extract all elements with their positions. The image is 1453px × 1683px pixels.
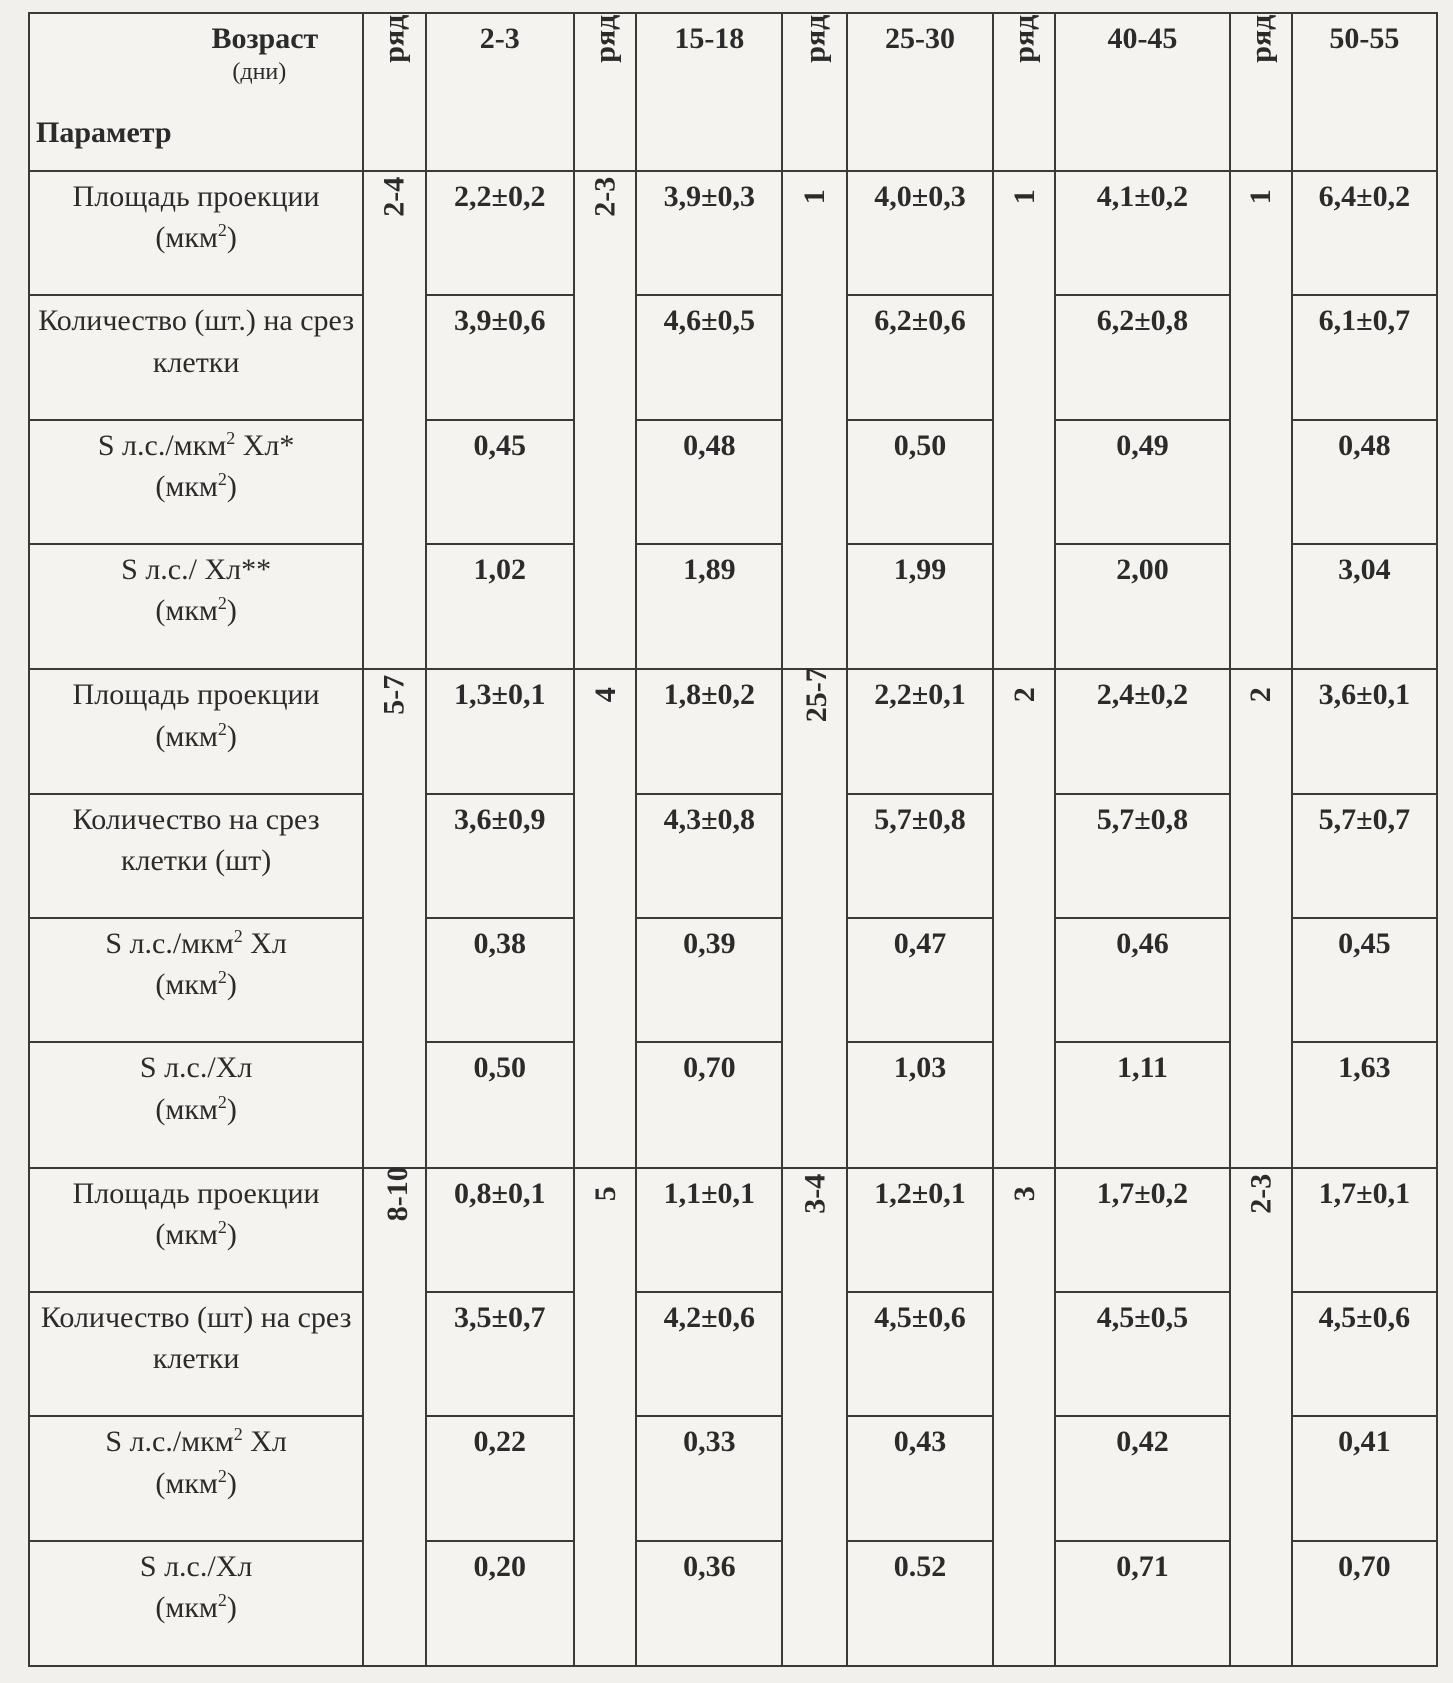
parameter-unit-sup: 2 — [217, 469, 227, 490]
value-cell: 4,5±0,6 — [1292, 1292, 1437, 1416]
parameter-unit-sup: 2 — [217, 718, 227, 739]
age-header-1: 15-18 — [636, 13, 782, 171]
parameter-name: S л.с./Хл — [139, 1549, 253, 1583]
parameter-unit-suffix: ) — [226, 1466, 237, 1500]
value-cell: 1,7±0,1 — [1292, 1168, 1437, 1292]
parameter-unit-suffix: ) — [226, 221, 237, 255]
ryad-label: ряд — [377, 14, 411, 63]
parameter-unit — [155, 221, 237, 254]
row-range-cell — [782, 1168, 846, 1666]
row-range-label: 3-4 — [797, 1173, 831, 1214]
value-cell: 0,48 — [636, 420, 782, 544]
value-cell: 1,99 — [847, 544, 993, 669]
value-cell: 3,9±0,3 — [636, 171, 782, 295]
parameter-unit-prefix: (мкм — [155, 1218, 218, 1252]
age-header-2: 25-30 — [847, 13, 993, 171]
age-label: Возраст — [211, 22, 319, 55]
value-cell: 1,89 — [636, 544, 782, 669]
value-cell: 1,2±0,1 — [847, 1168, 993, 1292]
parameter-unit — [155, 594, 237, 627]
row-range-cell — [574, 1168, 636, 1666]
value-cell: 0,46 — [1055, 918, 1229, 1042]
value-cell: 0,70 — [636, 1042, 782, 1167]
table-row — [29, 295, 1437, 419]
row-range-label: 2-3 — [1243, 1173, 1277, 1214]
parameter-cell — [29, 171, 363, 295]
row-range-cell — [993, 669, 1055, 1167]
value-cell: 0,48 — [1292, 420, 1437, 544]
row-range-label: 5-7 — [377, 675, 411, 716]
row-range-cell — [574, 171, 636, 669]
age-header-0: 2-3 — [426, 13, 574, 171]
row-range-label: 2-4 — [377, 176, 411, 217]
row-range-cell — [574, 669, 636, 1167]
parameter-unit-suffix: ) — [226, 1590, 237, 1624]
parameter-name: Количество на срез клетки (шт) — [72, 802, 320, 878]
value-cell: 2,2±0,2 — [426, 171, 574, 295]
value-cell: 0,50 — [847, 420, 993, 544]
row-range-label: 5 — [588, 1185, 622, 1201]
value-cell: 3,5±0,7 — [426, 1292, 574, 1416]
parameter-name-suffix: Хл* — [235, 428, 295, 462]
value-cell: 0,42 — [1055, 1416, 1229, 1540]
value-cell: 6,2±0,6 — [847, 295, 993, 419]
parameter-unit-suffix: ) — [226, 1218, 237, 1252]
parameter-unit — [155, 470, 237, 503]
value-cell: 3,9±0,6 — [426, 295, 574, 419]
row-range-cell — [782, 171, 846, 669]
parameter-name: Площадь проекции — [72, 1176, 320, 1210]
table-row — [29, 544, 1437, 669]
row-range-cell — [993, 1168, 1055, 1666]
value-cell: 0,70 — [1292, 1541, 1437, 1666]
parameter-cell — [29, 918, 363, 1042]
value-cell: 0,36 — [636, 1541, 782, 1666]
parameter-name-prefix: S л.с./мкм — [105, 1425, 234, 1459]
parameter-unit-sup: 2 — [217, 1091, 227, 1112]
parameter-name: Площадь проекции — [72, 180, 320, 213]
parameter-unit-suffix: ) — [226, 968, 237, 1002]
value-cell: 4,5±0,6 — [847, 1292, 993, 1416]
scanned-page — [28, 12, 1438, 1667]
value-cell: 0,71 — [1055, 1541, 1229, 1666]
table-row — [29, 669, 1437, 793]
value-cell: 4,3±0,8 — [636, 794, 782, 918]
parameter-unit-prefix: (мкм — [155, 1092, 218, 1126]
value-cell: 4,2±0,6 — [636, 1292, 782, 1416]
parameter-unit-suffix: ) — [226, 594, 237, 628]
value-cell: 0,50 — [426, 1042, 574, 1167]
parameter-name: S л.с./Хл — [139, 1051, 253, 1085]
parameter-unit-sup: 2 — [217, 220, 227, 241]
parameter-unit — [155, 720, 237, 753]
parameter-name-prefix: S л.с./мкм — [105, 926, 234, 960]
table-row — [29, 1168, 1437, 1292]
value-cell: 4,6±0,5 — [636, 295, 782, 419]
parameter-name-sup: 2 — [226, 427, 236, 448]
row-range-label: 1 — [1243, 189, 1277, 205]
value-cell: 0,47 — [847, 918, 993, 1042]
parameter-name-suffix: Хл — [242, 926, 287, 960]
value-cell: 4,5±0,5 — [1055, 1292, 1229, 1416]
parameter-unit-sup: 2 — [217, 967, 227, 988]
value-cell: 6,1±0,7 — [1292, 295, 1437, 419]
value-cell: 2,4±0,2 — [1055, 669, 1229, 793]
parameter-name-suffix: Хл — [242, 1425, 287, 1459]
parameter-cell — [29, 1042, 363, 1167]
ryad-header-3 — [993, 13, 1055, 171]
parameter-cell — [29, 295, 363, 419]
row-range-label: 3 — [1007, 1185, 1041, 1201]
value-cell: 0,41 — [1292, 1416, 1437, 1540]
value-cell: 4,1±0,2 — [1055, 171, 1229, 295]
row-range-label: 2 — [1007, 687, 1041, 703]
value-cell: 0,38 — [426, 918, 574, 1042]
ryad-header-4 — [1230, 13, 1292, 171]
value-cell: 0,45 — [426, 420, 574, 544]
parameter-cell — [29, 794, 363, 918]
table-row — [29, 1042, 1437, 1167]
row-range-label: 1 — [797, 189, 831, 205]
value-cell: 3,6±0,1 — [1292, 669, 1437, 793]
parameter-unit-sup: 2 — [217, 1465, 227, 1486]
table-row — [29, 171, 1437, 295]
ryad-label: ряд — [588, 14, 622, 63]
parameter-cell — [29, 1292, 363, 1416]
parameter-unit-prefix: (мкм — [155, 594, 218, 628]
row-range-label: 8-10 — [381, 1165, 415, 1221]
parameter-unit-suffix: ) — [226, 470, 237, 504]
value-cell: 0,43 — [847, 1416, 993, 1540]
parameter-unit — [155, 1218, 237, 1251]
value-cell: 1,8±0,2 — [636, 669, 782, 793]
value-cell: 3,6±0,9 — [426, 794, 574, 918]
value-cell: 6,2±0,8 — [1055, 295, 1229, 419]
parameter-unit-prefix: (мкм — [155, 719, 218, 753]
parameter-unit — [155, 1093, 237, 1126]
row-range-label: 4 — [588, 687, 622, 703]
value-cell: 0,33 — [636, 1416, 782, 1540]
value-cell: 5,7±0,8 — [1055, 794, 1229, 918]
value-cell: 0,22 — [426, 1416, 574, 1540]
value-cell: 0.52 — [847, 1541, 993, 1666]
parameter-unit-prefix: (мкм — [155, 470, 218, 504]
parameter-name-prefix: S л.с./мкм — [97, 428, 227, 462]
value-cell: 2,00 — [1055, 544, 1229, 669]
value-cell: 5,7±0,8 — [847, 794, 993, 918]
value-cell: 0,20 — [426, 1541, 574, 1666]
parameter-unit-prefix: (мкм — [155, 1466, 218, 1500]
header-row — [29, 13, 1437, 171]
row-range-label: 2 — [1243, 687, 1277, 703]
parameter-cell — [29, 669, 363, 793]
ryad-header-0 — [363, 13, 425, 171]
ryad-header-1 — [574, 13, 636, 171]
value-cell: 5,7±0,7 — [1292, 794, 1437, 918]
value-cell: 1,11 — [1055, 1042, 1229, 1167]
row-range-cell — [363, 669, 425, 1167]
value-cell: 1,1±0,1 — [636, 1168, 782, 1292]
table-row — [29, 1541, 1437, 1666]
parameter-cell — [29, 1168, 363, 1292]
row-range-label: 25-7 — [800, 667, 834, 723]
row-range-cell — [993, 171, 1055, 669]
value-cell: 1,63 — [1292, 1042, 1437, 1167]
parameter-unit-sup: 2 — [217, 1589, 227, 1610]
parameter-cell — [29, 544, 363, 669]
parameter-name — [105, 927, 287, 960]
age-header-3: 40-45 — [1055, 13, 1229, 171]
parameter-unit-prefix: (мкм — [155, 968, 218, 1002]
table-row — [29, 918, 1437, 1042]
parameter-unit-suffix: ) — [226, 1092, 237, 1126]
parameter-unit-suffix: ) — [226, 719, 237, 753]
parameter-name — [105, 1425, 287, 1458]
value-cell: 0,39 — [636, 918, 782, 1042]
value-cell: 1,7±0,2 — [1055, 1168, 1229, 1292]
parameter-unit — [155, 1591, 237, 1624]
parameter-name-sup: 2 — [233, 1424, 243, 1445]
value-cell: 1,03 — [847, 1042, 993, 1167]
ryad-label: ряд — [797, 14, 831, 63]
ryad-label: ряд — [1007, 14, 1041, 63]
age-unit-label: (дни) — [232, 59, 287, 86]
corner-header — [29, 13, 363, 171]
table-row — [29, 1292, 1437, 1416]
row-range-label: 2-3 — [588, 176, 622, 217]
parameter-unit-sup: 2 — [217, 1217, 227, 1238]
parameter-name: Количество (шт) на срез клетки — [40, 1300, 352, 1376]
value-cell: 0,45 — [1292, 918, 1437, 1042]
age-header-4: 50-55 — [1292, 13, 1437, 171]
table-row — [29, 794, 1437, 918]
value-cell: 0,49 — [1055, 420, 1229, 544]
parameter-cell — [29, 1541, 363, 1666]
value-cell: 1,3±0,1 — [426, 669, 574, 793]
data-table — [28, 12, 1438, 1667]
ryad-header-2 — [782, 13, 846, 171]
ryad-label: ряд — [1243, 14, 1277, 63]
parameter-name — [98, 429, 295, 462]
row-range-cell — [363, 171, 425, 669]
value-cell: 3,04 — [1292, 544, 1437, 669]
parameter-name-sup: 2 — [233, 925, 243, 946]
parameter-unit-prefix: (мкм — [155, 221, 218, 255]
row-range-label: 1 — [1007, 189, 1041, 205]
value-cell: 6,4±0,2 — [1292, 171, 1437, 295]
row-range-cell — [782, 669, 846, 1167]
value-cell: 2,2±0,1 — [847, 669, 993, 793]
parameter-name: Площадь проекции — [72, 678, 320, 712]
row-range-cell — [1230, 171, 1292, 669]
parameter-unit-sup: 2 — [217, 593, 227, 614]
row-range-cell — [363, 1165, 425, 1666]
value-cell: 0,8±0,1 — [426, 1168, 574, 1292]
parameter-unit-prefix: (мкм — [155, 1590, 218, 1624]
parameter-cell — [29, 1416, 363, 1540]
parameter-cell — [29, 420, 363, 544]
parameter-name: S л.с./ Хл** — [121, 552, 272, 586]
parameter-unit — [155, 1467, 237, 1500]
row-range-cell — [1230, 669, 1292, 1167]
value-cell: 4,0±0,3 — [847, 171, 993, 295]
value-cell: 1,02 — [426, 544, 574, 669]
row-range-cell — [1230, 1168, 1292, 1666]
parameter-name: Количество (шт.) на срез клетки — [38, 304, 355, 379]
table-row — [29, 1416, 1437, 1540]
parameter-label: Параметр — [36, 115, 172, 149]
parameter-unit — [155, 968, 237, 1001]
table-row — [29, 420, 1437, 544]
